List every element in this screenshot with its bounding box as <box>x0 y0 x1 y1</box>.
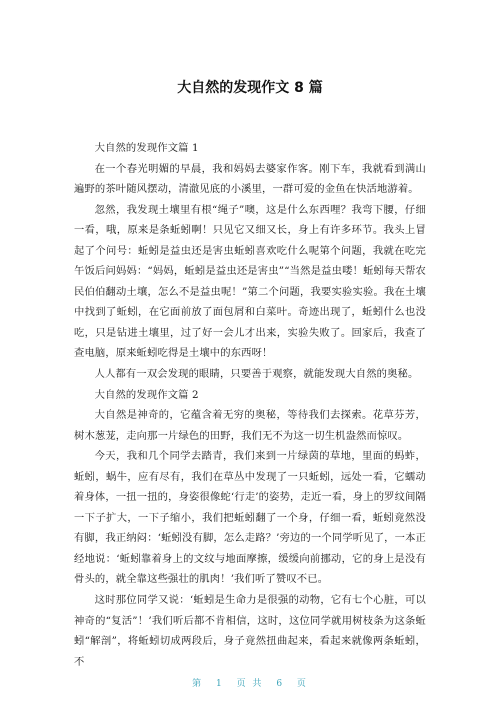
paragraph: 这时那位同学又说：‘蚯蚓是生命力是很强的动物，它有七个心脏，可以神奇的“复活”！’我们听后都不肯相信，这时，这位同学就用树枝条为这条蚯蚓“解剖”，将蚯蚓切成两段后，身子竟然扭曲起来，看起来就像两条蚯蚓，不 <box>74 594 426 668</box>
paragraph: 大自然是神奇的，它蕴含着无穷的奥秘，等待我们去探索。花草芬芳，树木葱茏，走向那一片绿色的田野，我们无不为这一切生机盎然而惊叹。 <box>74 409 426 442</box>
footer-di: 第 <box>192 679 204 689</box>
total-pages: 6 <box>276 679 285 689</box>
page-number: 1 <box>215 679 224 689</box>
paragraph: 今天，我和几个同学去踏青，我们来到一片绿茵的草地，里面的蚂蚱，蚯蚓，蜗牛，应有尽有，我们在草丛中发现了一只蚯蚓，远处一看，它蠕动着身体，一扭一扭的，身姿很像蛇‘行走’的姿势，走近一看，身上的罗纹间隔一下子扩大，一下子缩小，我们把蚯蚓翻了一个身，仔细一看，蚯蚓竟然没有脚，我正纳闷：‘蚯蚓没有脚，怎么走路？’旁边的一个同学听见了，一本正经地说：‘蚯蚓靠着身上的文纹与地面摩擦，缓缓向前挪动，它的身上是没有骨头的，就全靠这些强壮的肌肉！’我们听了赞叹不已。 <box>74 450 426 586</box>
document-title: 大自然的发现作文 8 篇 <box>177 80 323 96</box>
paragraph: 人人都有一双会发现的眼睛，只要善于观察，就能发现大自然的奥秘。 <box>94 368 419 381</box>
paragraph: 在一个春光明媚的早晨，我和妈妈去婆家作客。刚下车，我就看到满山遍野的茶叶随风摆动，清澈见底的小溪里，一群可爱的金鱼在快活地游着。 <box>74 162 426 196</box>
footer-ye: 页 <box>296 679 308 689</box>
footer-ye-gong: 页 共 <box>236 679 264 689</box>
section-heading-2: 大自然的发现作文篇 2 <box>94 388 199 401</box>
section-heading-1: 大自然的发现作文篇 1 <box>94 142 199 154</box>
page-footer <box>0 676 500 689</box>
paragraph: 忽然，我发现土壤里有根“绳子”噢，这是什么东西哩？我弯下腰，仔细一看，哦，原来是条蚯蚓啊！只见它又细又长，身上有许多环节。我头上冒起了个问号：蚯蚓是益虫还是害虫蚯蚓喜欢吃什么呢第个问题，我就在吃完午饭后问妈妈：“妈妈，蚯蚓是益虫还是害虫”“当然是益虫喽！蚯蚓每天帮农民伯伯翻动土壤，怎么不是益虫呢！”第二个问题，我要实验实验。我在土壤中找到了蚯蚓，在它面前放了面包屑和白菜叶。奇迹出现了，蚯蚓什么也没吃，只是钻进土壤里，过了好一会儿才出来，实验失败了。回家后，我查了查电脑，原来蚯蚓吃得是土壤中的东西呀！ <box>74 203 426 360</box>
document-body <box>74 138 426 672</box>
